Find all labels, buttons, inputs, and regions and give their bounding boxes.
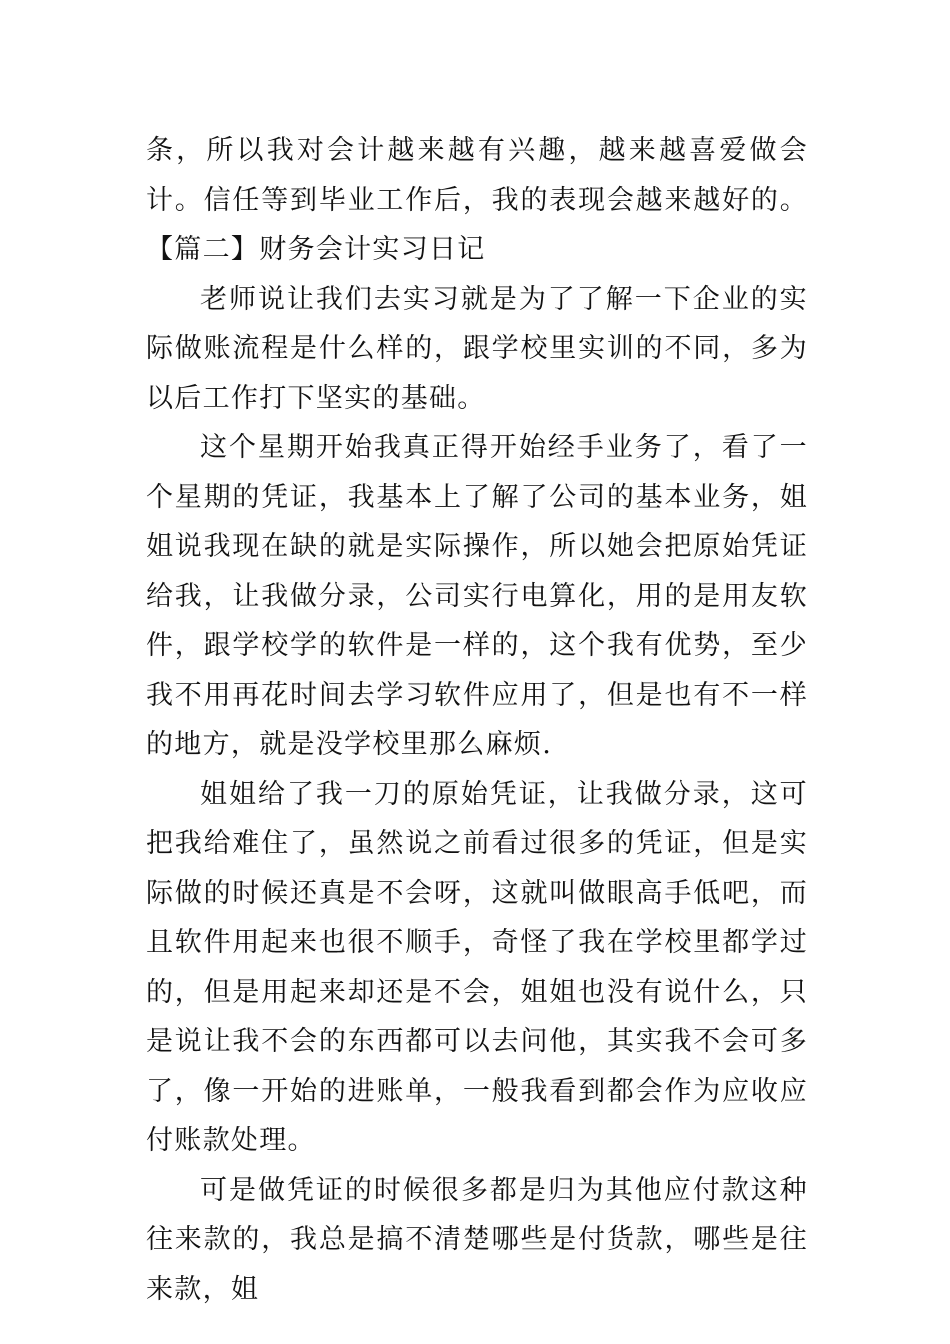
- paragraph-voucher-confusion: 可是做凭证的时候很多都是归为其他应付款这种往来款的，我总是搞不清楚哪些是付货款，哪些是往来款，姐: [146, 1174, 808, 1305]
- paragraph-this-week: 这个星期开始我真正得开始经手业务了，看了一个星期的凭证，我基本上了解了公司的基本业务，姐姐说我现在缺的就是实际操作，所以她会把原始凭证给我，让我做分录，公司实行电算化，用的是用友软件，跟学校学的软件是一样的，这个我有优势，至少我不用再花时间去学习软件应用了，但是也有不一样的地方，就是没学校里那么麻烦.: [146, 432, 808, 760]
- document-body: [146, 126, 808, 1314]
- paragraph-continuation: 条，所以我对会计越来越有兴趣，越来越喜爱做会计。信任等到毕业工作后，我的表现会越来越好的。【篇二】财务会计实习日记: [146, 135, 808, 265]
- paragraph-original-vouchers: 姐姐给了我一刀的原始凭证，让我做分录，这可把我给难住了，虽然说之前看过很多的凭证，但是实际做的时候还真是不会呀，这就叫做眼高手低吧，而且软件用起来也很不顺手，奇怪了我在学校里都学过的，但是用起来却还是不会，姐姐也没有说什么，只是说让我不会的东西都可以去问他，其实我不会可多了，像一开始的进账单，一般我看到都会作为应收应付账款处理。: [146, 778, 808, 1156]
- paragraph-teacher-purpose: 老师说让我们去实习就是为了了解一下企业的实际做账流程是什么样的，跟学校里实训的不同，多为以后工作打下坚实的基础。: [146, 283, 808, 414]
